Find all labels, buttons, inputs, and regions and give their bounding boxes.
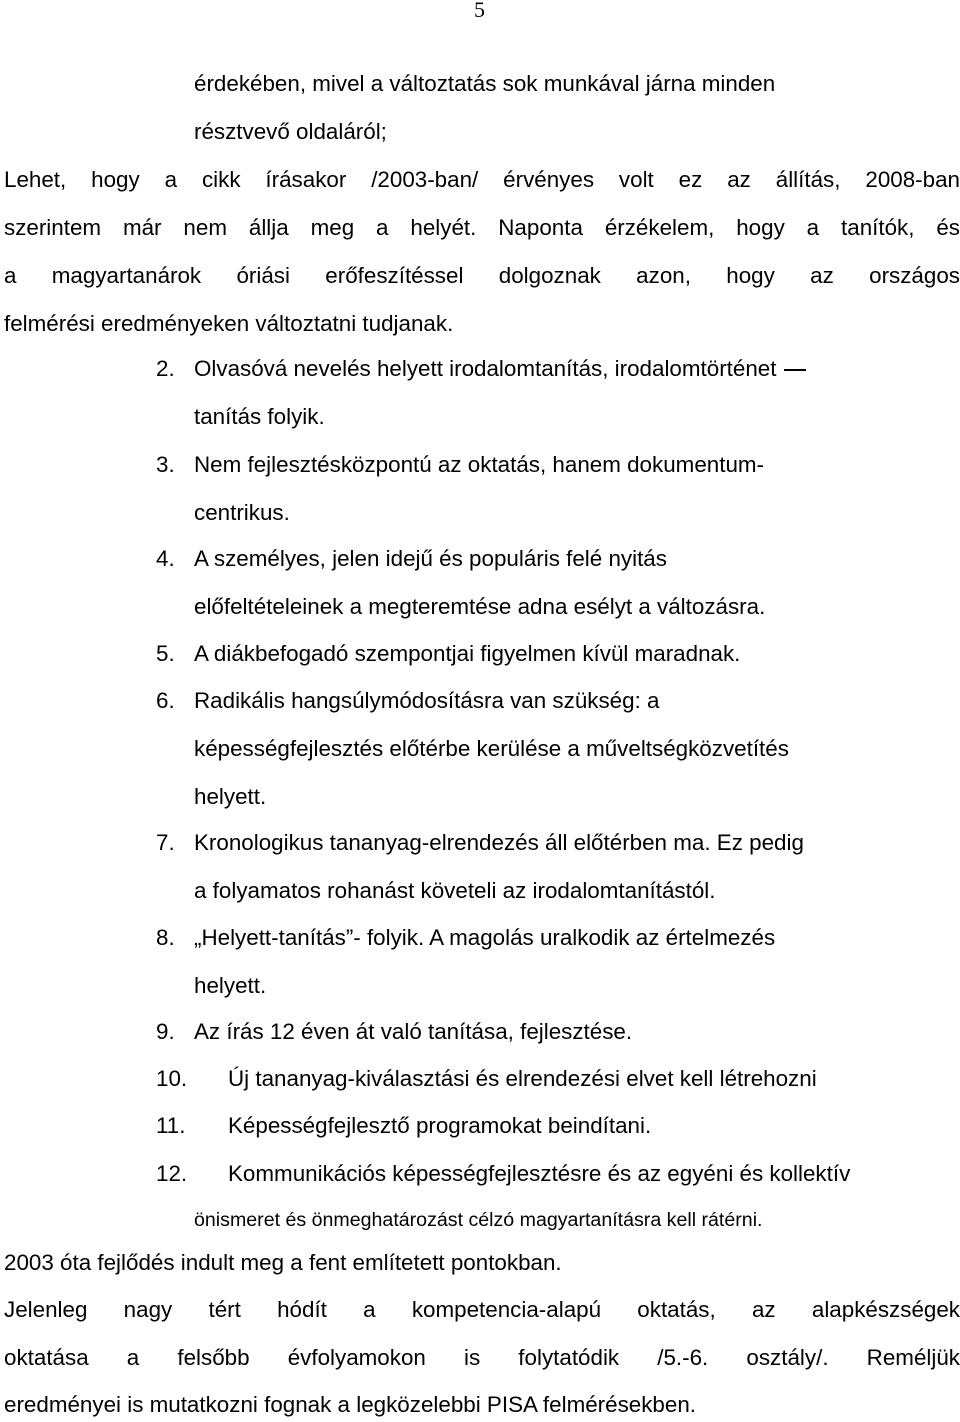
list-item-line: Kronologikus tananyag-elrendezés áll előtérben ma. Ez pedig	[194, 830, 804, 855]
paragraph-line: felmérési eredményeken változtatni tudjanak.	[4, 311, 454, 336]
list-item-line: tanítás folyik.	[194, 404, 325, 429]
list-item-number: 2.	[156, 356, 175, 381]
list-item-number: 9.	[156, 1019, 175, 1044]
list-item-line: A személyes, jelen idejű és populáris felé nyitás	[194, 546, 667, 571]
list-item-line: helyett.	[194, 784, 267, 809]
list-item-number: 3.	[156, 452, 175, 477]
list-item-number: 11.	[156, 1113, 186, 1138]
list-item-line: önismeret és önmeghatározást célzó magyartanításra kell rátérni.	[194, 1209, 763, 1231]
paragraph-line: 2003 óta fejlődés indult meg a fent említetett pontokban.	[4, 1250, 562, 1275]
list-item-number: 5.	[156, 641, 175, 666]
list-item-line: Kommunikációs képességfejlesztésre és az egyéni és kollektív	[228, 1161, 851, 1186]
list-item-number: 12.	[156, 1161, 188, 1186]
list-item-line: a folyamatos rohanást követeli az irodalomtanítástól.	[194, 878, 716, 903]
list-item-number: 6.	[156, 688, 175, 713]
list-item-line: Új tananyag-kiválasztási és elrendezési elvet kell létrehozni	[228, 1066, 817, 1091]
list-item-number: 8.	[156, 925, 175, 950]
list-item-line: helyett.	[194, 973, 267, 998]
list-item-line: centrikus.	[194, 500, 290, 525]
list-item-line: Radikális hangsúlymódosításra van szükség: a	[194, 688, 660, 713]
list-item-text: Olvasóvá nevelés helyett irodalomtanítás, irodalomtörténet	[194, 356, 777, 381]
list-item-number: 7.	[156, 830, 175, 855]
intro-line: érdekében, mivel a változtatás sok munkával járna minden	[194, 71, 776, 96]
list-item-line: Az írás 12 éven át való tanítása, fejlesztése.	[194, 1019, 633, 1044]
intro-line: résztvevő oldaláról;	[194, 119, 387, 144]
paragraph-line: eredményei is mutatkozni fognak a legközelebbi PISA felmérésekben.	[4, 1392, 697, 1417]
list-item-line: „Helyett-tanítás”- folyik. A magolás uralkodik az értelmezés	[194, 925, 776, 950]
paragraph-line: a magyartanárok óriási erőfeszítéssel dolgoznak azon, hogy az országos	[4, 263, 960, 288]
paragraph-line: oktatása a felsőbb évfolyamokon is folytatódik /5.-6. osztály/. Reméljük	[4, 1345, 960, 1370]
dash-mark	[784, 369, 806, 371]
list-item-line: A diákbefogadó szempontjai figyelmen kívül maradnak.	[194, 641, 741, 666]
list-item-line: Nem fejlesztésközpontú az oktatás, hanem dokumentum-	[194, 452, 764, 477]
paragraph-line: Lehet, hogy a cikk írásakor /2003-ban/ érvényes volt ez az állítás, 2008-ban	[4, 167, 960, 192]
paragraph-line: Jelenleg nagy tért hódít a kompetencia-alapú oktatás, az alapkészségek	[4, 1297, 960, 1322]
list-item-number: 4.	[156, 546, 175, 571]
list-item-number: 10.	[156, 1066, 188, 1091]
list-item-line: képességfejlesztés előtérbe kerülése a műveltségközvetítés	[194, 736, 789, 761]
list-item-line	[194, 355, 806, 383]
paragraph-line: szerintem már nem állja meg a helyét. Naponta érzékelem, hogy a tanítók, és	[4, 215, 960, 240]
page-number: 5	[474, 0, 485, 22]
list-item-line: Képességfejlesztő programokat beindítani.	[228, 1113, 652, 1138]
list-item-line: előfeltételeinek a megteremtése adna esélyt a változásra.	[194, 594, 766, 619]
